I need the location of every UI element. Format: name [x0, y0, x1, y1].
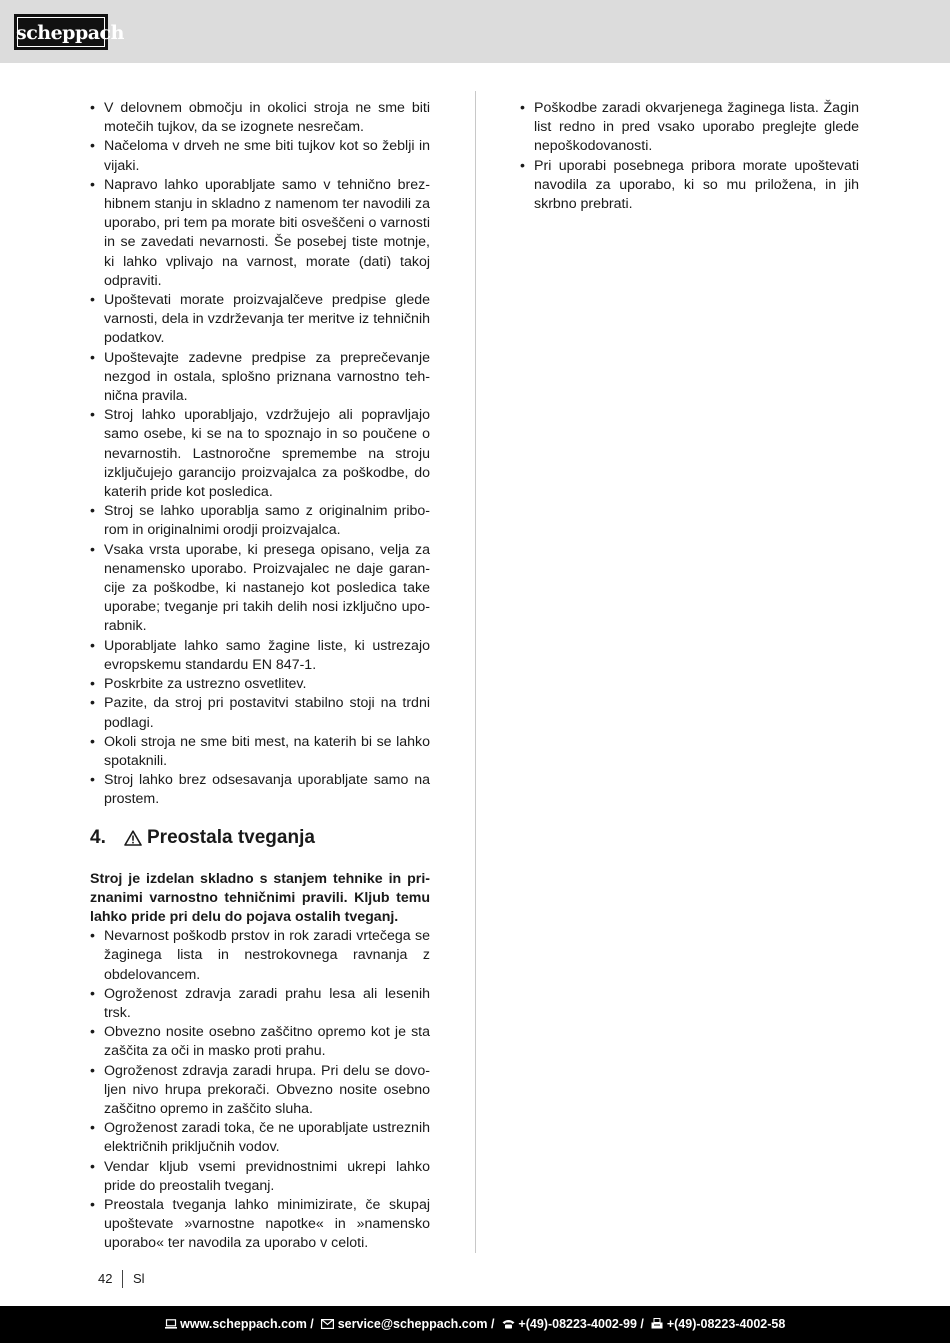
list-item: • Stroj lahko uporabljajo, vzdržujejo ali popravljajo samo osebe, ki se na to spoznajo in so poučene o nevarnostih. Lastnoročne spremembe na stroju izključujejo garancijo proizvajalca za poškodbe, do katerih pride kot posledica.: [90, 406, 430, 502]
safety-list-continued: [520, 99, 859, 214]
list-item: • Pazite, da stroj pri postavitvi stabilno stoji na trdni podlagi.: [90, 694, 430, 732]
list-item: • Poškodbe zaradi okvarjenega žaginega lista. Žagin list redno in pred vsako uporabo preglejte glede nepoškodovanosti.: [520, 99, 859, 157]
footer-phone: +(49)-08223-4002-99 /: [518, 1317, 644, 1331]
computer-icon: [165, 1319, 177, 1329]
list-item: • Vendar kljub vsemi previdnostnimi ukrepi lahko pride do preostalih tveganj.: [90, 1158, 430, 1196]
right-column: [520, 99, 859, 214]
page-header: [0, 0, 950, 63]
fax-icon: [651, 1318, 663, 1329]
section-title: Preostala tveganja: [147, 826, 315, 848]
section-intro: Stroj je izdelan skladno s stanjem tehnike in priznanimi varnostno tehničnimi pravili. Kljub temu lahko pride pri delu do pojava ostalih tveganj.: [90, 870, 430, 925]
list-item: • Načeloma v drveh ne sme biti tujkov kot so žeblji in vijaki.: [90, 137, 430, 175]
list-item: • Nevarnost poškodb prstov in rok zaradi vrtečega se žaginega lista in nestrokovnega ravnanja z obdelovancem.: [90, 927, 430, 985]
list-item: • Stroj lahko brez odsesavanja uporabljate samo na prostem.: [90, 771, 430, 809]
list-item: • Pri uporabi posebnega pribora morate upoštevati navodila za uporabo, ki so mu priložena, in jih skrbno prebrati.: [520, 157, 859, 215]
list-item: • Obvezno nosite osebno zaščitno opremo kot je sta zaščita za oči in masko proti prahu.: [90, 1023, 430, 1061]
left-column: [90, 99, 430, 1254]
section-number: 4.: [90, 826, 106, 848]
footer-contact-line: [0, 1306, 950, 1343]
list-item: • Vsaka vrsta uporabe, ki presega opisano, velja za nenamensko uporabo. Proizvajalec ne daje garancije za poškodbe, ki nastanejo kot posledica take uporabe; tveganje pri takih delih nosi izključno uporabnik.: [90, 541, 430, 637]
list-item: • Ogroženost zdravja zaradi prahu lesa ali lesenih trsk.: [90, 985, 430, 1023]
footer-website[interactable]: www.scheppach.com /: [180, 1317, 314, 1331]
scheppach-logo: scheppach: [14, 14, 108, 50]
footer-fax: +(49)-08223-4002-58: [666, 1317, 786, 1331]
contact-footer: [0, 1306, 950, 1343]
list-item: • Uporabljate lahko samo žagine liste, ki ustrezajo evropskemu standardu EN 847-1.: [90, 637, 430, 675]
email-icon: [321, 1319, 334, 1329]
list-item: • Preostala tveganja lahko minimizirate, če skupaj upoštevate »varnostne napotke« in »namensko uporabo« ter navodila za uporabo v celoti.: [90, 1196, 430, 1254]
list-item: • Stroj se lahko uporablja samo z originalnim priborom in originalnimi orodji proizvajalca.: [90, 502, 430, 540]
page-number: 42: [98, 1271, 113, 1286]
column-divider: [475, 91, 476, 1253]
list-item: • V delovnem območju in okolici stroja ne sme biti motečih tujkov, da se izognete nesrečam.: [90, 99, 430, 137]
list-item: • Upoštevajte zadevne predpise za preprečevanje nezgod in ostala, splošno priznana varnostno tehnična pravila.: [90, 349, 430, 407]
page-language: Sl: [133, 1271, 145, 1286]
phone-icon: [502, 1319, 515, 1329]
page-number-separator: [122, 1270, 123, 1288]
warning-triangle-icon: [124, 830, 142, 846]
list-item: • Ogroženost zaradi toka, če ne uporabljate ustreznih električnih priključnih vodov.: [90, 1119, 430, 1157]
list-item: • Poskrbite za ustrezno osvetlitev.: [90, 675, 430, 694]
risk-list: [90, 927, 430, 1253]
footer-email[interactable]: service@scheppach.com /: [337, 1317, 495, 1331]
list-item: • Okoli stroja ne sme biti mest, na katerih bi se lahko spotaknili.: [90, 733, 430, 771]
safety-list: [90, 99, 430, 810]
list-item: • Napravo lahko uporabljate samo v tehnično brezhibnem stanju in skladno z namenom ter navodili za uporabo, pri tem pa morate biti osveščeni o varnosti in se zavedati nevarnosti. Še posebej tiste motnje, ki lahko vplivajo na varnost, morate (dati) takoj odpraviti.: [90, 176, 430, 291]
list-item: • Upoštevati morate proizvajalčeve predpise glede varnosti, dela in vzdrževanja ter meritve iz tehničnih podatkov.: [90, 291, 430, 349]
section-heading: [90, 826, 430, 850]
list-item: • Ogroženost zdravja zaradi hrupa. Pri delu se dovoljen nivo hrupa prekorači. Obvezno nosite osebno zaščitno opremo in zaščito sluha.: [90, 1062, 430, 1120]
